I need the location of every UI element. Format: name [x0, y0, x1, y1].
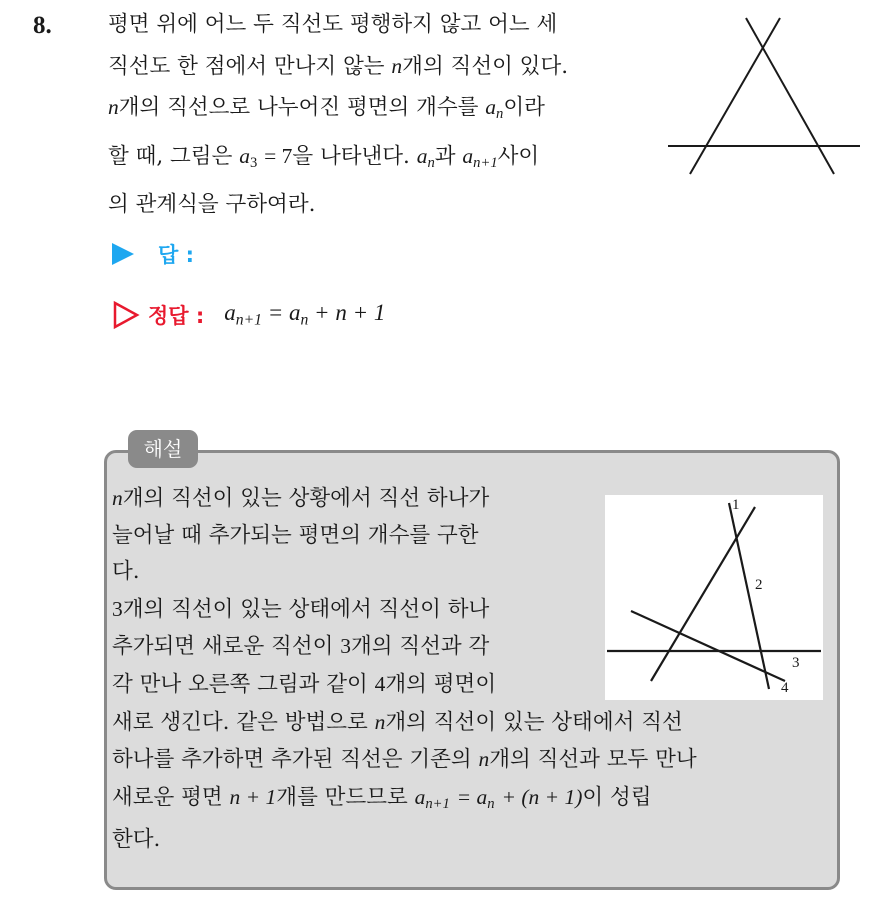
figure2-label-1: 1	[732, 497, 740, 513]
solution-line-6: 각 만나 오른쪽 그림과 같이 4개의 평면이	[112, 671, 497, 697]
solution-line-2: 늘어날 때 추가되는 평면의 개수를 구한	[112, 522, 479, 548]
solution-line-9: 새로운 평면 n + 1개를 만드므로 $a_{n+1} = a_n + (n + 1)$이 성립	[112, 784, 652, 812]
figure-line-left	[690, 18, 780, 174]
figure2-label-4: 4	[781, 680, 789, 696]
problem-text	[108, 4, 668, 226]
solution-line-4: 3개의 직선이 있는 상태에서 직선이 하나	[112, 596, 490, 622]
figure2-label-2: 2	[755, 577, 763, 593]
filled-triangle-icon	[112, 243, 134, 265]
three-lines-figure	[662, 14, 862, 179]
figure2-line-2	[729, 503, 769, 689]
solution-line-10: 한다.	[112, 827, 161, 853]
problem-line-1: 평면 위에 어느 두 직선도 평행하지 않고 어느 세	[108, 12, 558, 37]
solution-line-5: 추가되면 새로운 직선이 3개의 직선과 각	[112, 634, 490, 660]
four-lines-figure	[605, 495, 823, 700]
correct-answer-row	[112, 300, 385, 330]
solution-line-3: 다.	[112, 559, 140, 585]
figure-line-right	[746, 18, 834, 174]
figure2-line-4	[631, 611, 785, 681]
problem-line-5: 의 관계식을 구하여라.	[108, 192, 316, 218]
figure2-line-1	[651, 507, 755, 681]
solution-line-8: 하나를 추가하면 추가된 직선은 기존의 n개의 직선과 모두 만나	[112, 747, 697, 773]
outlined-triangle-icon	[112, 300, 140, 330]
question-number: 8.	[33, 12, 52, 39]
solution-tag: 해설	[128, 430, 198, 468]
answer-label: 답 :	[158, 243, 194, 267]
solution-line-1: n개의 직선이 있는 상황에서 직선 하나가	[112, 486, 490, 511]
correct-answer-equation: $a_{n+1} = a_n + n + 1$	[224, 300, 386, 329]
problem-line-2: 직선도 한 점에서 만나지 않는 n개의 직선이 있다.	[108, 53, 569, 79]
problem-line-3: n개의 직선으로 나누어진 평면의 개수를 $a_n$이라	[108, 95, 545, 123]
solution-line-7: 새로 생긴다. 같은 방법으로 n개의 직선이 있는 상태에서 직선	[112, 709, 683, 735]
figure2-label-3: 3	[792, 655, 800, 671]
problem-line-4: 할 때, 그림은 $a_3 = 7$을 나타낸다. $a_n$과 $a_{n+1}$사이	[108, 143, 540, 171]
answer-row	[112, 239, 194, 269]
correct-answer-label: 정답 :	[148, 304, 205, 328]
